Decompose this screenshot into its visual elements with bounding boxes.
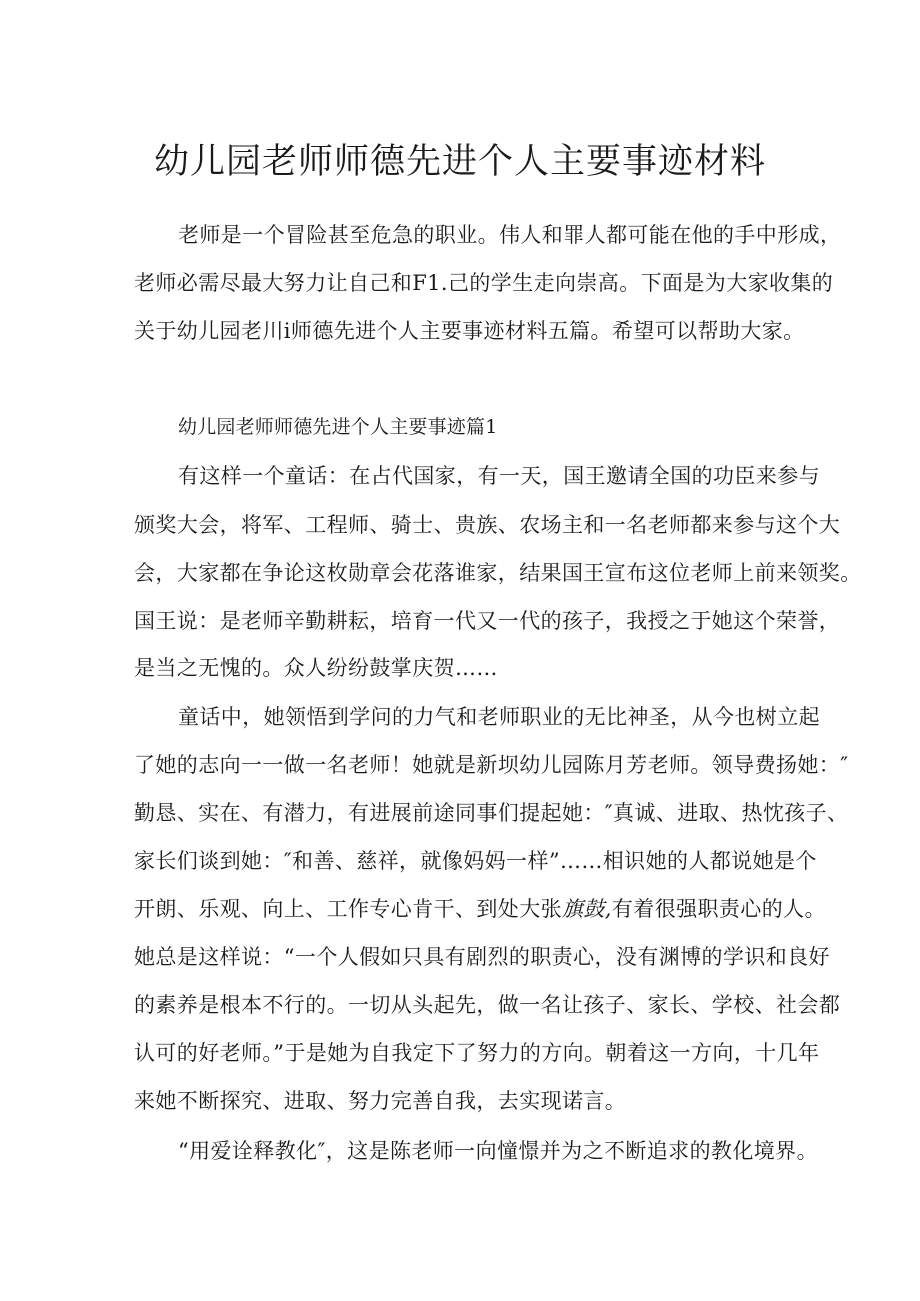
paragraph2-line-5-end: 有着很强职责心的人。 xyxy=(611,897,826,921)
paragraph1-line-1: 有这样一个童话：在占代国家，有一天，国王邀请全国的功臣来参与 xyxy=(178,464,820,488)
paragraph2-line-6: 她总是这样说：“一个人假如只具有剧烈的职责心，没有渊博的学识和良好 xyxy=(134,945,830,969)
paragraph2-line-5-start: 开朗、乐观、向上、工作专心肯干、到处大张 xyxy=(134,897,562,921)
paragraph2-line-9: 来她不断探究、进取、努力完善自我，去实现诺言。 xyxy=(134,1089,627,1113)
paragraph2-line-7: 的素养是根本不行的。一切从头起先，做一名让孩子、家长、学校、社会都 xyxy=(134,993,841,1017)
section-heading: 幼儿园老师师德先进个人主要事迹篇1 xyxy=(178,416,498,438)
paragraph2-line-5-italic: 旗鼓, xyxy=(562,897,612,921)
paragraph2-line-2: 了她的志向一一做一名老师！她就是新坝幼儿园陈月芳老师。领导费扬她：″ xyxy=(134,753,849,777)
paragraph1-line-2: 颁奖大会，将军、工程师、骑士、贵族、农场主和一名老师都来参与这个大 xyxy=(134,513,841,537)
intro-line-1: 老师是一个冒险甚至危急的职业。伟人和罪人都可能在他的手中形成， xyxy=(178,223,842,247)
paragraph3-line-1: “用爱诠释教化″，这是陈老师一向憧憬并为之不断追求的教化境界。 xyxy=(178,1139,818,1163)
paragraph2-line-1: 童话中，她领悟到学问的力气和老师职业的无比神圣，从今也树立起 xyxy=(178,705,820,729)
paragraph1-line-4: 国王说：是老师辛勤耕耘，培育一代又一代的孩子，我授之于她这个荣誉， xyxy=(134,609,841,633)
paragraph2-line-3: 勤恳、实在、有潜力，有进展前途同事们提起她：″真诚、进取、热忱孩子、 xyxy=(134,801,849,825)
document-title: 幼儿园老师师德先进个人主要事迹材料 xyxy=(153,142,766,182)
paragraph1-line-3: 会，大家都在争论这枚勋章会花落谁家，结果国王宣布这位老师上前来领奖。 xyxy=(134,561,862,585)
paragraph2-line-5 xyxy=(134,894,826,924)
paragraph2-line-8: 认可的好老师。”于是她为自我定下了努力的方向。朝着这一方向，十几年 xyxy=(134,1041,820,1065)
intro-line-2: 老师必需尽最大努力让自己和F1.己的学生走向崇高。下面是为大家收集的 xyxy=(134,271,834,295)
paragraph1-line-5: 是当之无愧的。众人纷纷鼓掌庆贺…… xyxy=(134,656,498,680)
paragraph2-line-4: 家长们谈到她：″和善、慈祥，就像妈妈一样”……相识她的人都说她是个 xyxy=(134,849,817,873)
intro-line-3: 关于幼儿园老川i师德先进个人主要事迹材料五篇。希望可以帮助大家。 xyxy=(134,319,805,343)
